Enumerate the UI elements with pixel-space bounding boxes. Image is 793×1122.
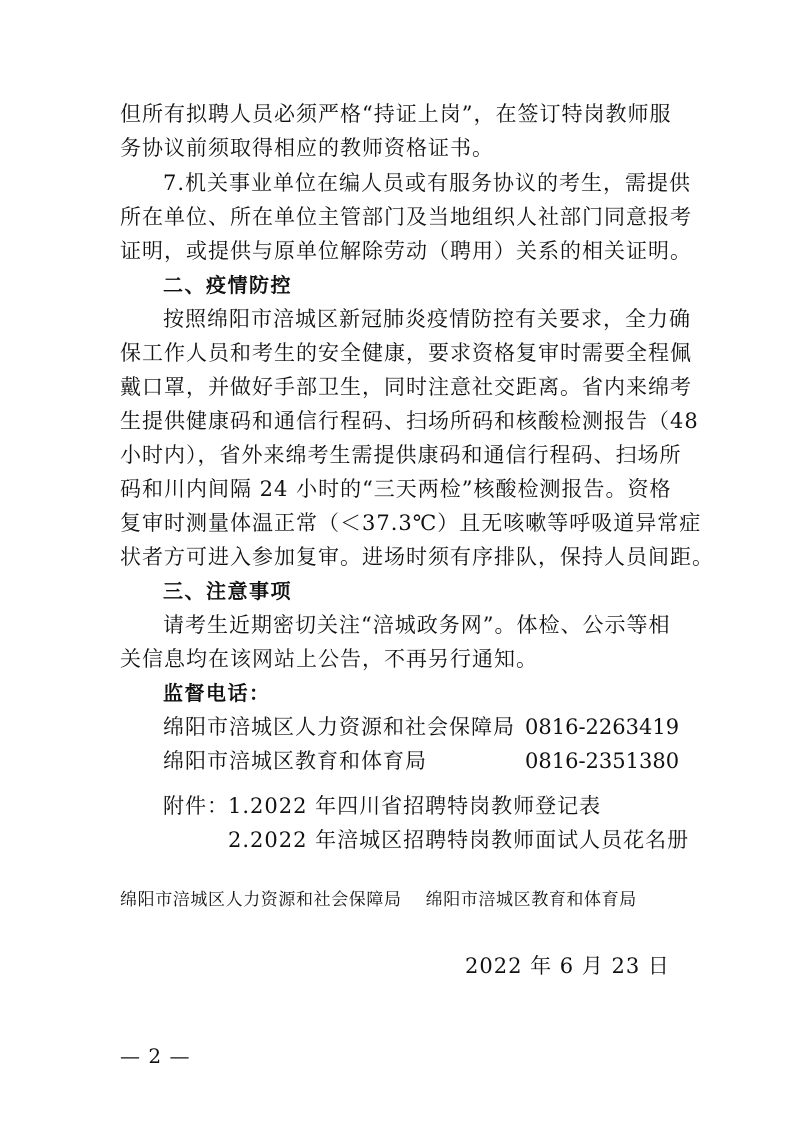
signing-organizations: 绵阳市涪城区人力资源和社会保障局 绵阳市涪城区教育和体育局	[120, 890, 637, 910]
section-heading: 二、疫情防控	[163, 273, 292, 297]
paragraph-line: 复审时测量体温正常（＜37.3℃）且无咳嗽等呼吸道异常症	[120, 511, 702, 535]
paragraph-line: 7.机关事业单位在编人员或有服务协议的考生，需提供	[163, 171, 692, 195]
paragraph-line: 生提供健康码和通信行程码、扫场所码和核酸检测报告（48	[120, 409, 699, 433]
page-number: — 2 —	[120, 1044, 191, 1068]
paragraph-line: 但所有拟聘人员必须严格“持证上岗”，在签订特岗教师服	[120, 102, 672, 126]
attachment-item: 1.2022 年四川省招聘特岗教师登记表	[228, 794, 602, 818]
supervision-org: 绵阳市涪城区教育和体育局	[163, 749, 427, 773]
paragraph-line: 证明，或提供与原单位解除劳动（聘用）关系的相关证明。	[120, 239, 692, 263]
paragraph-line: 所在单位、所在单位主管部门及当地组织人社部门同意报考	[120, 205, 692, 229]
section-heading: 三、注意事项	[163, 579, 292, 603]
paragraph-line: 务协议前须取得相应的教师资格证书。	[120, 136, 494, 160]
attachments-label: 附件：	[163, 794, 229, 818]
paragraph-line: 保工作人员和考生的安全健康，要求资格复审时需要全程佩	[120, 341, 692, 365]
paragraph-line: 请考生近期密切关注“涪城政务网”。体检、公示等相	[163, 613, 671, 637]
paragraph-line: 戴口罩，并做好手部卫生，同时注意社交距离。省内来绵考	[120, 375, 692, 399]
paragraph-line: 按照绵阳市涪城区新冠肺炎疫情防控有关要求，全力确	[163, 307, 691, 331]
attachment-item: 2.2022 年涪城区招聘特岗教师面试人员花名册	[228, 828, 690, 852]
supervision-title: 监督电话：	[163, 681, 271, 705]
paragraph-line: 关信息均在该网站上公告，不再另行通知。	[120, 647, 538, 671]
supervision-phone: 0816-2351380	[525, 749, 680, 773]
supervision-org: 绵阳市涪城区人力资源和社会保障局	[163, 715, 515, 739]
paragraph-line: 码和川内间隔 24 小时的“三天两检”核酸检测报告。资格	[120, 477, 672, 501]
supervision-phone: 0816-2263419	[525, 715, 680, 739]
signing-date: 2022 年 6 月 23 日	[465, 954, 670, 978]
paragraph-line: 小时内），省外来绵考生需提供康码和通信行程码、扫场所	[120, 443, 682, 467]
paragraph-line: 状者方可进入参加复审。进场时须有序排队，保持人员间距。	[120, 545, 714, 569]
